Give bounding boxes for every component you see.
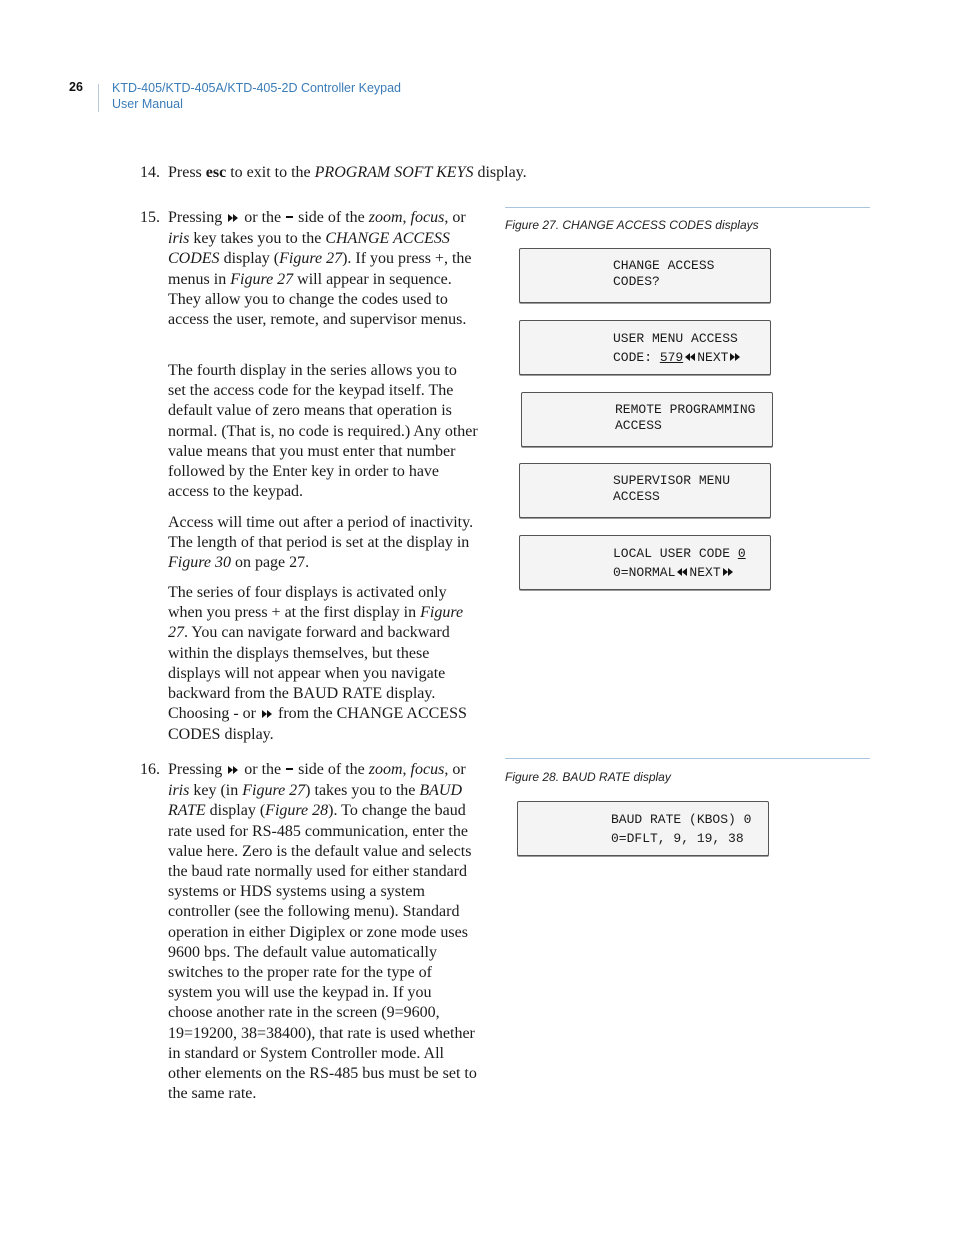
figure-30-link: Figure 30: [168, 554, 231, 572]
step-14-text: Press esc to exit to the PROGRAM SOFT KEYS display.: [168, 164, 527, 181]
lcd-line-1: REMOTE PROGRAMMING: [615, 402, 756, 417]
lcd-line-2: 0=DFLT, 9, 19, 38: [611, 831, 744, 846]
double-right-triangle-icon: [227, 761, 239, 781]
lcd-local-user-code: [519, 535, 771, 590]
lcd-user-menu-access: [519, 320, 771, 375]
double-right-triangle-icon: [227, 209, 239, 229]
double-left-triangle-icon: [676, 566, 688, 581]
lcd-line-1: SUPERVISOR MENU: [613, 473, 731, 488]
double-right-triangle-icon: [261, 705, 273, 725]
lcd-baud-rate: [517, 801, 769, 856]
program-soft-keys-ref: PROGRAM SOFT KEYS: [314, 164, 474, 181]
step-15-paragraph-2: The fourth display in the series allows you to set the access code for the keypad itself. The default value of zero means that operation is normal. (That is, no code is required.) Any other value means that you must enter that number followed by the Enter key in order to have access to the keypad.: [168, 362, 478, 501]
page-number: 26: [69, 80, 83, 94]
lcd-line-2: CODE: 579 NEXT: [613, 350, 742, 366]
lcd-change-access-codes: [519, 248, 771, 303]
lcd-line-1: BAUD RATE (KBOS) 0: [611, 812, 752, 827]
lcd-line-2: 0=NORMAL NEXT: [613, 565, 735, 581]
figure-27-rule: [505, 207, 870, 208]
document-title-line2: User Manual: [112, 97, 183, 111]
figure-28-link: Figure 28: [265, 802, 329, 820]
lcd-line-1: LOCAL USER CODE 0: [613, 546, 746, 561]
lcd-line-2: ACCESS: [615, 418, 662, 433]
lcd-line-1: CHANGE ACCESS: [613, 258, 715, 273]
double-right-triangle-icon: [729, 351, 741, 366]
minus-bar-icon: [286, 768, 293, 771]
figure-28-caption: Figure 28. BAUD RATE display: [505, 770, 671, 784]
step-15-number: 15.: [140, 209, 160, 226]
step-15-paragraph-4: The series of four displays is activated only when you press + at the first display in Figure 27. You can navigate forward and backward within the displays themselves, but these displays will not appear when you navigate backward from the BAUD RATE display. Choosing - or from the CHANGE ACCESS CODES display.: [168, 584, 467, 744]
figure-27-link: Figure 27: [279, 250, 343, 268]
lcd-remote-programming-access: [521, 392, 773, 447]
double-right-triangle-icon: [722, 566, 734, 581]
step-16-number: 16.: [140, 761, 160, 778]
document-title-line1: KTD-405/KTD-405A/KTD-405-2D Controller Keypad: [112, 81, 402, 95]
lcd-line-2: CODES?: [613, 274, 660, 289]
double-left-triangle-icon: [684, 351, 696, 366]
header-divider: [98, 84, 99, 112]
lcd-line-2: ACCESS: [613, 489, 660, 504]
step-14-number: 14.: [140, 164, 160, 181]
step-15-paragraph-3: Access will time out after a period of inactivity. The length of that period is set at the display in Figure 30 on page 27.: [168, 514, 474, 572]
figure-28-rule: [505, 758, 870, 759]
esc-key-label: esc: [205, 164, 227, 181]
step-15-text: Pressing or the side of the zoom, focus, or iris key takes you to the CHANGE ACCESS CODES display (Figure 27). If you press +, the menus in Figure 27 will appear in sequence. They allow you to change the codes used to access the user, remote, and supervisor menus.: [168, 209, 472, 329]
step-16-text: Pressing or the side of the zoom, focus, or iris key (in Figure 27) takes you to the BAUD RATE display (Figure 28). To change the baud rate used for RS-485 communication, enter the value here. Zero is the default value and selects the baud rate normally used for either standard systems or HDS systems using a system controller (see the following menu). Standard operation in either Digiplex or zone mode uses 9600 bps. The default value automatically switches to the proper rate for the type of system you will use the keypad in. If you choose another rate in the screen (9=9600, 19=19200, 38=38400), that rate is used whether in standard or System Controller mode. All other elements on the RS-485 bus must be set to the same rate.: [168, 761, 477, 1103]
minus-bar-icon: [286, 216, 293, 219]
code-value: 579: [659, 350, 684, 365]
code-value: 0: [737, 546, 746, 561]
lcd-supervisor-menu-access: [519, 463, 771, 518]
figure-27-link: Figure 27: [242, 782, 306, 800]
lcd-line-1: USER MENU ACCESS: [613, 331, 738, 346]
document-title: [112, 80, 401, 112]
figure-27-caption: Figure 27. CHANGE ACCESS CODES displays: [505, 218, 759, 232]
